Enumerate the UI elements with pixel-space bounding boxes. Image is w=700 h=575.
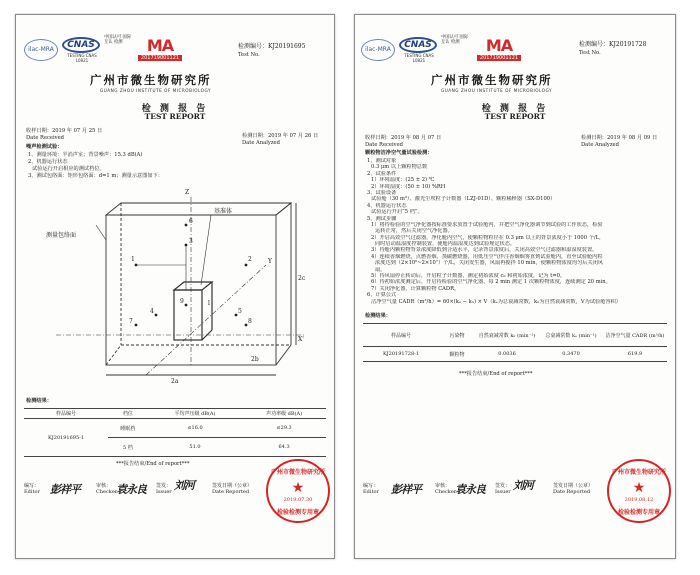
method-line: 3、试验设备 — [367, 189, 397, 196]
table-cell: 5 档 — [108, 438, 148, 457]
measurement-envelope-diagram — [36, 185, 316, 385]
method-line: 运转正常，然后关闭空气净化器。 — [375, 228, 453, 235]
report-number: 检测编号：KJ20191695 — [238, 43, 306, 50]
method-line: 1、测试对象 — [367, 158, 397, 164]
cma-logo-mark: MA — [146, 36, 174, 55]
test-no-label: Test No. — [579, 50, 601, 56]
issuer-label: 签发： Issuer — [495, 483, 511, 495]
report-title-en: TEST REPORT — [144, 112, 206, 121]
seal-star-icon: ★ — [291, 480, 305, 496]
method-line: 同时启动温湿度控制装置，使舱内温湿度达到试验规定状态。 — [375, 241, 516, 248]
dim-2a-label: 2a — [171, 378, 179, 385]
editor-signature: 彭祥平 — [391, 483, 421, 496]
checker-label: 审核： Checker — [96, 483, 118, 495]
test-method-lines — [367, 158, 669, 305]
method-line: 洁净空气量 CADR（m³/h）= 60×(kₑ − kₙ) × V（kₑ为总衰减常数，kₙ为自然衰减常数，V为试验舱容积） — [371, 298, 621, 305]
cma-number: 201719001121 — [138, 55, 182, 61]
table-cell: ≤16.0 — [148, 419, 242, 438]
method-line: 2、机器运行状态 — [28, 159, 68, 165]
end-of-report: ***报告结束/End of report*** — [116, 461, 190, 467]
table-cell: 0.0036 — [475, 347, 539, 362]
table-cell: 64.3 — [242, 438, 326, 457]
method-line: 1、测量环境：半消声室；背景噪声：15.3 dB(A) — [28, 152, 143, 158]
method-line: 4、机器运行状态 — [367, 202, 407, 209]
section-title: 噪声检测试验： — [26, 144, 63, 150]
cnas-chinese-text: 中国认可 国际互认 检测 — [441, 35, 469, 46]
cnas-logo-mark: CNAS — [62, 37, 100, 53]
point-label: 2 — [248, 256, 252, 263]
method-line: 4）连续香烟燃烧，点燃香烟，蒸碳燃烧器，用低压空气伴注香烟烟雾直到试验舱内，直至试验舱内粒 — [371, 253, 603, 260]
method-line: 7）关闭净化器，计算颗粒物 CADR。 — [371, 285, 460, 292]
table-cell-sample: KJ20191695-1 — [24, 419, 108, 457]
test-no-label: Test No. — [238, 52, 260, 58]
checker-signature: 袁永良 — [116, 483, 146, 496]
date-received: 收样日期：2019 年 07 月 25 日 — [26, 128, 103, 134]
cnas-logo-subtext: TESTING CNAS L0821 — [404, 53, 434, 63]
table-header: 平均声压级 dB(A) — [148, 409, 242, 419]
seal-bottom-text: 检验检测专用章 — [276, 509, 319, 516]
dim-2c-label: 2c — [298, 275, 306, 282]
dim-2b-label: 2b — [251, 356, 259, 363]
section-title: 颗粒物洁净空气量试验检测： — [365, 150, 433, 156]
method-line: 2）开启高效空气过滤器，净化舱内空气，使颗粒物粒径在 0.3 μm 以上的背景浓度小于 1000 个/L， — [371, 234, 605, 241]
ilac-mra-logo: ilac-MRA — [24, 39, 58, 61]
method-line: 3）待舱内颗粒物背景浓度降低到合适水平，记录背景浓度后，关闭高效空气过滤器和温湿度装置。 — [371, 247, 598, 254]
reference-box-label: 基准体 — [214, 208, 233, 215]
point-label: 9 — [180, 298, 184, 305]
report-sheet-cadr — [354, 14, 676, 559]
table-cell: 颗粒物 — [439, 347, 475, 362]
date-received-en: Date Received — [365, 142, 403, 148]
cma-logo — [138, 37, 182, 63]
report-title-en: TEST REPORT — [484, 112, 546, 121]
report-title-cn: 检 测 报 告 — [481, 104, 549, 114]
cnas-chinese-text: 中国认可 国际互认 检测 — [104, 35, 132, 46]
point-label: 1 — [131, 256, 135, 263]
seal-star-icon: ★ — [632, 480, 646, 496]
seal-date: 2019.07.30 — [283, 497, 313, 503]
table-header: 样品编号 — [24, 409, 108, 419]
table-header: 样品编号 — [363, 324, 439, 347]
method-line: 1）将待检验的空气净化器按标准要求放置于试验舱内，并把空气净化器调节到试验的工作状态，检验 — [371, 221, 603, 228]
lab-name-en: GUANG ZHOU INSTITUTE OF MICROBIOLOGY — [441, 88, 553, 93]
axis-z-label: Z — [185, 189, 190, 196]
method-line: 试验舱（30 m³）、激光尘埃粒子计数器（LZJ-01D）、颗粒稀释器（SX-D100） — [371, 196, 556, 203]
lab-name-cn: 广州市微生物研究所 — [90, 73, 212, 87]
table-cell: 619.9 — [603, 347, 667, 362]
table-cell: 0.3470 — [539, 347, 603, 362]
editor-label: 编写： Editor — [363, 483, 379, 495]
table-cell: 睡眠档 — [108, 419, 148, 438]
method-line: 2）环境湿度：(50 ± 10) %RH — [371, 183, 446, 190]
date-analyzed-en: Date Analyzed — [242, 140, 280, 146]
editor-signature: 彭祥平 — [50, 483, 80, 496]
lab-name-cn: 广州市微生物研究所 — [431, 73, 553, 87]
date-received-en: Date Received — [26, 135, 64, 141]
results-title: 检测结果： — [26, 398, 52, 404]
cnas-logo-subtext: TESTING CNAS L0821 — [67, 53, 97, 63]
lab-name-en: GUANG ZHOU INSTITUTE OF MICROBIOLOGY — [100, 88, 212, 93]
table-cell: ≤29.3 — [242, 419, 326, 438]
results-title: 检测结果： — [365, 313, 391, 319]
report-title-cn: 检 测 报 告 — [141, 104, 209, 114]
date-reported-label: 签发日期（公章） Date Reported — [212, 483, 253, 495]
results-table — [363, 323, 667, 362]
end-of-report: ***报告结束/End of report*** — [459, 371, 533, 377]
issuer-label: 签发： Issuer — [156, 483, 172, 495]
editor-label: 编写： Editor — [24, 483, 40, 495]
point-label: 8 — [248, 318, 252, 325]
date-analyzed-en: Date Analyzed — [581, 142, 619, 148]
method-line: 0.3 μm 以上颗粒物总数 — [371, 164, 428, 171]
issuer-signature: 刘河 — [513, 479, 533, 492]
official-seal — [607, 459, 671, 523]
table-row — [24, 419, 326, 438]
table-row — [363, 347, 667, 362]
method-line: 3、测试包络面：矩形包络面：d=1 m；测量示意图如下： — [28, 173, 163, 179]
table-cell: KJ20191728-1 — [363, 347, 439, 362]
dim-l-label: l — [208, 300, 210, 307]
seal-text: 广州市微生物研究所 — [611, 469, 666, 476]
point-label: 3 — [189, 238, 193, 245]
results-table — [24, 408, 326, 457]
issuer-signature: 刘河 — [174, 479, 194, 492]
ilac-mra-logo: ilac-MRA — [361, 39, 395, 61]
table-header: 档位 — [108, 409, 148, 419]
method-line: 浓度达到（2×10⁶~2×10⁷）个/L，关闭发生器，风扇再搅拌 10 min，使颗粒物浓度均匀后关闭风 — [375, 260, 604, 267]
seal-date: 2019.08.12 — [624, 497, 654, 503]
method-line: 5）待风扇停止转动后，开启粒子计数器，测定初始浓度 c₀ 和初始浓度，记为 t=0。 — [371, 273, 566, 280]
checker-label: 审核： Checker — [435, 483, 457, 495]
method-line: 试验运行开启“5 档”。 — [371, 209, 423, 216]
point-label: 5 — [238, 308, 242, 315]
report-number: 检测编号：KJ20191728 — [579, 41, 647, 48]
table-header: 污染物 — [439, 324, 475, 347]
cma-logo — [477, 37, 521, 63]
axis-y-label: Y — [268, 258, 272, 265]
checker-signature: 袁永良 — [455, 483, 485, 496]
method-line: 6、计算公式 — [367, 292, 397, 299]
official-seal — [266, 459, 330, 523]
seal-bottom-text: 检验检测专用章 — [617, 509, 660, 516]
point-label: 6 — [189, 218, 193, 225]
table-cell: 51.0 — [148, 438, 242, 457]
date-analyzed: 检测日期：2019 年 07 月 26 日 — [242, 133, 319, 139]
axis-x-label: X' — [298, 336, 304, 343]
method-line: 1）环境温度：(25 ± 2) ℃ — [371, 177, 435, 184]
report-sheet-noise — [15, 14, 335, 559]
cma-logo-mark: MA — [485, 36, 513, 55]
table-header: 自然衰减常数 kₙ (min⁻¹) — [475, 324, 539, 347]
date-analyzed: 检测日期：2019 年 08 月 09 日 — [581, 135, 658, 141]
cnas-logo — [399, 37, 437, 63]
date-received: 收样日期：2019 年 08 月 07 日 — [365, 135, 442, 141]
table-header: 总衰减常数 kₑ (min⁻¹) — [539, 324, 603, 347]
point-label: 4 — [150, 308, 154, 315]
point-label: 7 — [129, 318, 133, 325]
method-line: 6）待初始浓度测定后，开启待检验的空气净化器，每 2 min 测定 1 次颗粒物浓度，连续测定 20 min。 — [371, 279, 611, 286]
cnas-logo — [62, 37, 100, 63]
method-line: 扇。 — [375, 266, 386, 273]
seal-text: 广州市微生物研究所 — [270, 469, 325, 476]
method-line: 试验运行开启相应的测试档位。 — [32, 166, 105, 172]
table-header: 声功率级 dB(A) — [242, 409, 326, 419]
cma-number: 201719001121 — [477, 55, 521, 61]
envelope-label: 测量包络面 — [46, 232, 77, 239]
method-line: 5、测试步骤 — [367, 215, 397, 222]
method-line: 2、试验条件 — [367, 170, 397, 177]
date-reported-label: 签发日期（公章） Date Reported — [553, 483, 594, 495]
cnas-logo-mark: CNAS — [399, 37, 437, 53]
table-header: 洁净空气量 CADR (m³/h) — [603, 324, 667, 347]
